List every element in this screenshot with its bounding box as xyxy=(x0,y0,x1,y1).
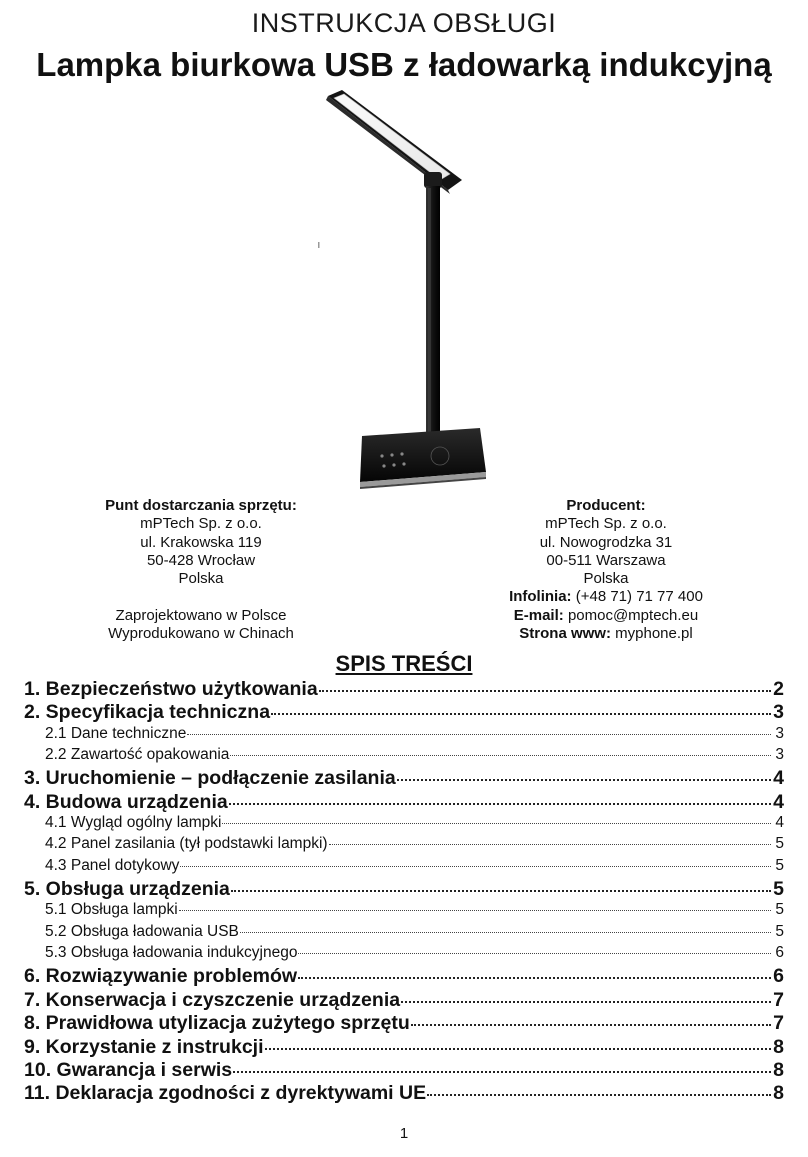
toc-entry-page: 7 xyxy=(773,988,784,1011)
toc-entry-page: 8 xyxy=(773,1035,784,1058)
delivery-company: mPTech Sp. z o.o. xyxy=(140,515,262,533)
desk-lamp-photo xyxy=(300,84,500,490)
delivery-street: ul. Krakowska 119 xyxy=(140,533,262,551)
toc-entry-page: 4 xyxy=(773,790,784,813)
toc-entry-page: 3 xyxy=(775,724,784,742)
product-name: Lampka biurkowa USB z ładowarką indukcyjną xyxy=(36,46,772,83)
toc-entry[interactable] xyxy=(24,701,784,724)
toc-entry-page: 6 xyxy=(773,965,784,988)
toc-entry-label: 6. Rozwiązywanie problemów xyxy=(24,965,298,988)
www-line xyxy=(456,625,756,643)
toc-subentry[interactable] xyxy=(24,857,784,878)
producer-company: mPTech Sp. z o.o. xyxy=(545,515,667,533)
dot-leader xyxy=(397,779,771,781)
email-label: E-mail: xyxy=(513,606,564,624)
toc-entry-page: 5 xyxy=(775,901,784,919)
toc-entry-page: 3 xyxy=(775,746,784,764)
toc-entry-page: 5 xyxy=(775,856,784,874)
toc-entry-page: 2 xyxy=(773,678,784,700)
dot-leader xyxy=(427,1094,771,1096)
dot-leader xyxy=(240,932,771,933)
toc-entry-page: 8 xyxy=(773,1082,784,1105)
dot-leader xyxy=(231,890,771,892)
toc-entry[interactable] xyxy=(24,1082,784,1105)
dot-leader xyxy=(319,690,771,692)
toc-entry-label: 2. Specyfikacja techniczna xyxy=(24,701,271,724)
toc-entry-page: 5 xyxy=(775,922,784,940)
toc-entry[interactable] xyxy=(24,791,784,814)
toc-entry-page: 6 xyxy=(775,944,784,962)
producer-street: ul. Nowogrodzka 31 xyxy=(539,533,673,551)
dot-leader xyxy=(233,1071,771,1073)
toc-entry-page: 3 xyxy=(773,701,784,724)
toc-entry-label: 4.1 Wygląd ogólny lampki xyxy=(45,814,222,832)
toc-entry-label: 11. Deklaracja zgodności z dyrektywami UE xyxy=(24,1082,427,1105)
toc-entry-label: 2.2 Zawartość opakowania xyxy=(45,746,230,764)
delivery-country: Polska xyxy=(178,570,224,588)
dot-leader xyxy=(180,866,771,867)
dot-leader xyxy=(187,734,771,735)
toc-entry-label: 10. Gwarancja i serwis xyxy=(24,1058,233,1081)
producer-heading: Producent: xyxy=(566,497,646,514)
toc-subentry[interactable] xyxy=(24,814,784,835)
producer-city: 00-511 Warszawa xyxy=(546,551,666,569)
toc-entry-label: 9. Korzystanie z instrukcji xyxy=(24,1035,264,1058)
delivery-address xyxy=(51,497,351,643)
dot-leader xyxy=(230,755,771,756)
toc-entry-page: 4 xyxy=(773,767,784,790)
toc-entry-label: 4.2 Panel zasilania (tył podstawki lampki) xyxy=(45,835,328,853)
dot-leader xyxy=(179,910,771,911)
toc-subentry[interactable] xyxy=(24,835,784,856)
document-title: INSTRUKCJA OBSŁUGI xyxy=(251,8,557,38)
toc-entry-label: 5. Obsługa urządzenia xyxy=(24,878,230,901)
toc-entry-page: 5 xyxy=(773,878,784,901)
table-of-contents xyxy=(24,678,784,1106)
toc-entry[interactable] xyxy=(24,1036,784,1059)
hotline-label: Infolinia: xyxy=(509,588,572,606)
toc-entry-label: 5.2 Obsługa ładowania USB xyxy=(45,922,239,940)
toc-entry-label: 5.3 Obsługa ładowania indukcyjnego xyxy=(45,944,298,962)
dot-leader xyxy=(229,803,771,805)
email-address[interactable]: pomoc@mptech.eu xyxy=(567,606,699,624)
hotline-line xyxy=(456,588,756,606)
dot-leader xyxy=(298,953,771,954)
toc-subentry[interactable] xyxy=(24,725,784,746)
delivery-city: 50-428 Wrocław xyxy=(146,551,256,569)
toc-entry-page: 4 xyxy=(775,814,784,832)
toc-entry[interactable] xyxy=(24,878,784,901)
toc-entry-label: 8. Prawidłowa utylizacja zużytego sprzętu xyxy=(24,1012,410,1035)
toc-entry[interactable] xyxy=(24,678,784,701)
dot-leader xyxy=(411,1024,771,1026)
page-number: 1 xyxy=(399,1125,409,1142)
email-line xyxy=(456,607,756,625)
toc-entry-label: 3. Uruchomienie – podłączenie zasilania xyxy=(24,767,396,790)
dot-leader xyxy=(401,1001,771,1003)
toc-entry[interactable] xyxy=(24,965,784,988)
dot-leader xyxy=(271,713,771,715)
hotline-number: (+48 71) 71 77 400 xyxy=(575,588,703,606)
producer-address xyxy=(456,497,756,643)
toc-subentry[interactable] xyxy=(24,746,784,767)
toc-entry[interactable] xyxy=(24,767,784,790)
toc-subentry[interactable] xyxy=(24,901,784,922)
dot-leader xyxy=(265,1048,772,1050)
toc-entry-label: 5.1 Obsługa lampki xyxy=(45,901,178,919)
www-label: Strona www: xyxy=(519,625,611,643)
made-in: Wyprodukowano w Chinach xyxy=(108,625,294,643)
toc-entry-page: 8 xyxy=(773,1058,784,1081)
website-link[interactable]: myphone.pl xyxy=(615,625,693,643)
toc-subentry[interactable] xyxy=(24,923,784,944)
toc-entry-label: 7. Konserwacja i czyszczenie urządzenia xyxy=(24,988,401,1011)
producer-country: Polska xyxy=(583,570,629,588)
toc-title: SPIS TREŚCI xyxy=(335,651,473,676)
toc-entry-label: 1. Bezpieczeństwo użytkowania xyxy=(24,678,318,700)
toc-entry-page: 5 xyxy=(775,835,784,853)
toc-entry[interactable] xyxy=(24,1059,784,1082)
delivery-heading: Punt dostarczania sprzętu: xyxy=(105,497,297,514)
toc-entry-label: 4. Budowa urządzenia xyxy=(24,790,228,813)
dot-leader xyxy=(222,823,771,824)
dot-leader xyxy=(329,844,771,845)
toc-entry[interactable] xyxy=(24,1012,784,1035)
toc-entry-page: 7 xyxy=(773,1012,784,1035)
designed-in: Zaprojektowano w Polsce xyxy=(115,606,287,624)
toc-entry[interactable] xyxy=(24,989,784,1012)
toc-entry-label: 2.1 Dane techniczne xyxy=(45,724,187,742)
toc-entry-label: 4.3 Panel dotykowy xyxy=(45,856,180,874)
toc-subentry[interactable] xyxy=(24,944,784,965)
dot-leader xyxy=(298,977,771,979)
